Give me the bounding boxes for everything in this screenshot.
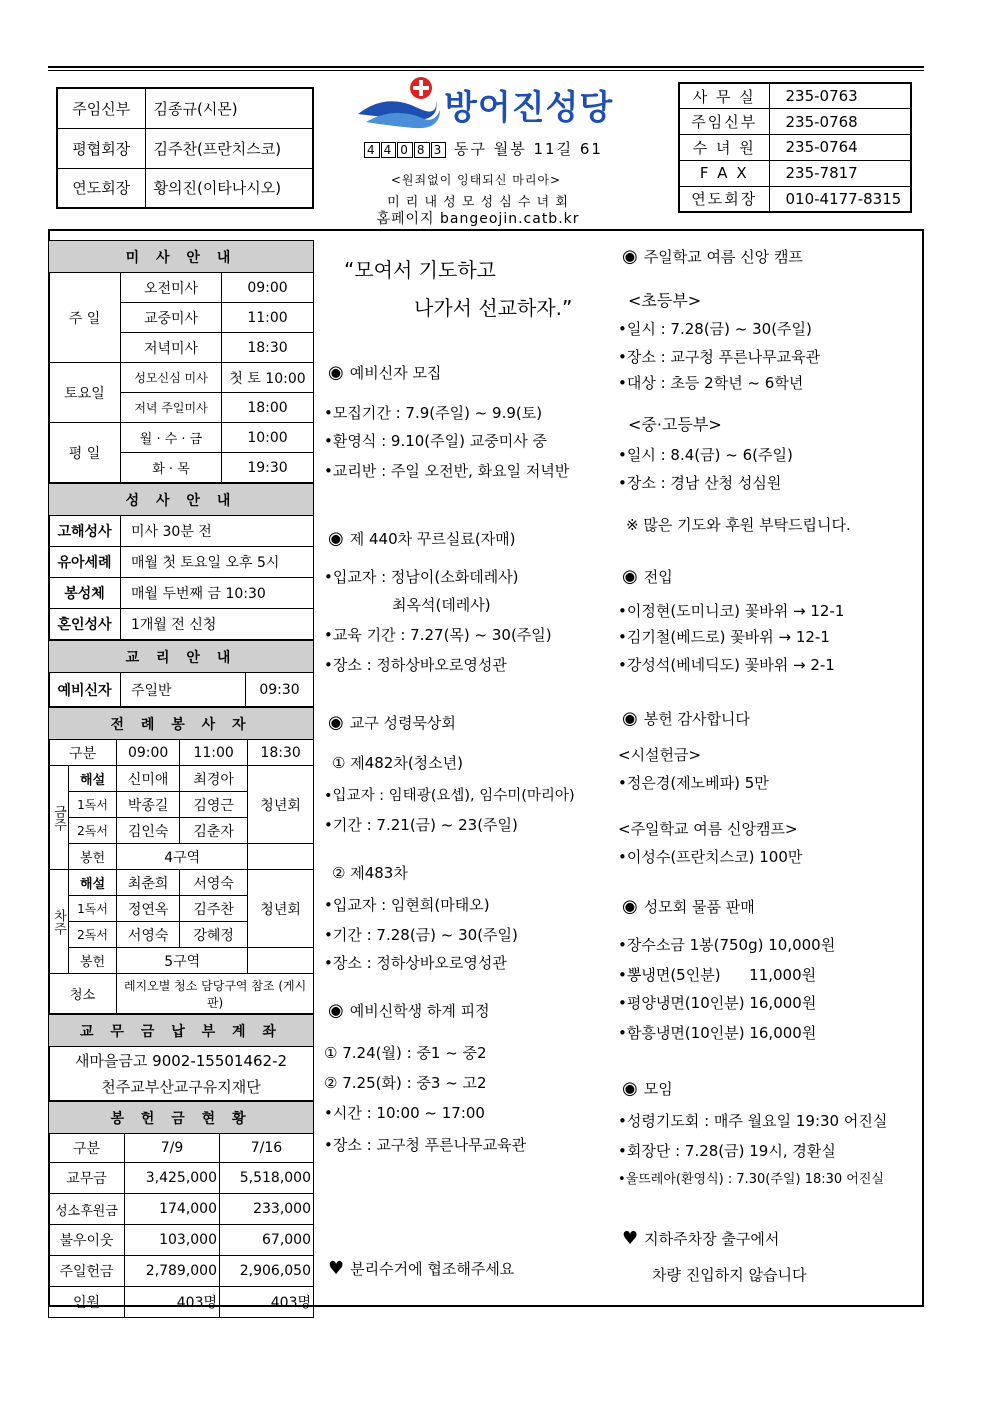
- offering-value: 5,518,000: [220, 1163, 314, 1194]
- info-line: <시설헌금>: [618, 746, 702, 764]
- server: 김영근: [180, 792, 248, 818]
- info-line: 최옥석(데레사): [392, 596, 491, 614]
- zip-digit: 0: [397, 142, 413, 158]
- quote-line: 나가서 선교하자.”: [414, 296, 573, 320]
- offering-value: 67,000: [220, 1225, 314, 1256]
- mass-time: 09:00: [222, 273, 314, 303]
- info-line: ② 제483차: [332, 864, 408, 882]
- offering-value: 3,425,000: [125, 1163, 220, 1194]
- account-number: 새마을금고 9002-15501462-2: [74, 1051, 288, 1070]
- sacrament-name: 혼인성사: [49, 609, 121, 640]
- phone-number: 235-0768: [769, 109, 911, 135]
- phone-label: 사 무 실: [679, 83, 769, 109]
- account-holder: 천주교부산교구유지재단: [101, 1077, 261, 1096]
- transfer-heading: [622, 566, 673, 587]
- leader-name: 김종규(시몬): [145, 88, 313, 128]
- liturgy-head: 구분: [49, 740, 117, 766]
- right-column: [616, 240, 920, 1300]
- leader-role: 연도회장: [57, 168, 145, 208]
- sacrament-name: 고해성사: [49, 516, 121, 547]
- mass-time: 18:00: [222, 393, 314, 423]
- bullet-circle-icon: ◉: [328, 712, 344, 733]
- phone-number: 235-7817: [769, 160, 911, 186]
- offering-group: 4구역: [117, 844, 248, 870]
- role: 2독서: [69, 818, 117, 844]
- role: 2독서: [69, 922, 117, 948]
- sacrament-table: [48, 483, 314, 640]
- camp-heading: [622, 246, 803, 267]
- info-line: •교육 기간 : 7.27(목) ~ 30(주일): [324, 626, 552, 644]
- phone-number: 235-0764: [769, 135, 911, 161]
- server: 서영숙: [180, 870, 248, 896]
- quote-line: “모여서 기도하고: [344, 258, 496, 282]
- sale-heading: [622, 896, 755, 917]
- phone-number: 235-0763: [769, 83, 911, 109]
- heart-icon: ♥: [622, 1228, 639, 1249]
- heading-text: 봉헌 감사합니다: [643, 710, 750, 728]
- evening-group: 청년회: [248, 870, 314, 948]
- info-line: •울뜨레아(환영식) : 7.30(주일) 18:30 어진실: [618, 1172, 884, 1187]
- server: 최경아: [180, 766, 248, 792]
- bullet-circle-icon: ◉: [622, 566, 638, 587]
- info-line: •기간 : 7.21(금) ~ 23(주일): [324, 816, 518, 834]
- heading-text: 예비신학생 하계 피정: [349, 1002, 490, 1020]
- liturgy-title: 전 례 봉 사 자: [49, 708, 314, 740]
- sacrament-title: 성 사 안 내: [49, 484, 314, 516]
- info-line: •장소 : 정하상바오로영성관: [324, 656, 507, 674]
- heading-text: 교구 성령묵상회: [349, 714, 456, 732]
- info-line: •장소 : 교구청 푸른나무교육관: [324, 1136, 527, 1154]
- sacrament-info: 1개월 전 신청: [121, 609, 314, 640]
- recycle-notice: [328, 1258, 514, 1279]
- leader-role: 주임신부: [57, 88, 145, 128]
- offering-value: 403명: [220, 1287, 314, 1318]
- role: 해설: [69, 870, 117, 896]
- info-line: <초등부>: [628, 291, 702, 310]
- offering-head: 7/16: [220, 1134, 314, 1163]
- sunday-label: 주 일: [49, 273, 121, 363]
- doctrine-label: 예비신자: [49, 673, 121, 707]
- liturgy-head: 11:00: [180, 740, 248, 766]
- info-line: •입교자 : 정남이(소화데레사): [324, 568, 519, 586]
- sacrament-info: 매월 첫 토요일 오후 5시: [121, 547, 314, 578]
- offering-head: 7/9: [125, 1134, 220, 1163]
- mass-time: 10:00: [222, 423, 314, 453]
- bullet-circle-icon: ◉: [622, 1078, 638, 1099]
- motto: <원죄없이 잉태되신 마리아>: [390, 173, 562, 187]
- heading-text: 성모회 물품 판매: [643, 898, 755, 916]
- offering-value: 174,000: [125, 1194, 220, 1225]
- info-line: •입교자 : 임태광(요셉), 임수미(마리아): [324, 788, 575, 804]
- heading-text: 지하주차장 출구에서: [644, 1230, 780, 1248]
- offering-table: [48, 1101, 314, 1318]
- offering-group: 5구역: [117, 948, 248, 974]
- role: 1독서: [69, 792, 117, 818]
- info-line: •입교자 : 임현희(마태오): [324, 896, 490, 914]
- doctrine-class: 주일반: [121, 673, 246, 707]
- zip-digit: 3: [431, 142, 447, 158]
- info-line: <주일학교 여름 신앙캠프>: [618, 820, 798, 838]
- mass-name: 교중미사: [121, 303, 222, 333]
- church-name: 방어진성당: [444, 88, 614, 128]
- offering-label: 인원: [49, 1287, 125, 1318]
- info-line: •장소 : 정하상바오로영성관: [324, 954, 507, 972]
- bullet-circle-icon: ◉: [622, 708, 638, 729]
- info-line: •강성석(베네딕도) 꽃바위 → 2-1: [618, 656, 835, 674]
- zip-digit: 4: [381, 142, 397, 158]
- account-title: 교 무 금 납 부 계 좌: [49, 1015, 314, 1047]
- top-rule: [48, 66, 924, 68]
- offering-title: 봉 헌 금 현 황: [49, 1102, 314, 1134]
- heading-text: 전입: [643, 568, 673, 586]
- sacrament-info: 미사 30분 전: [121, 516, 314, 547]
- catechumen-heading: [328, 362, 441, 383]
- thanks-heading: [622, 708, 750, 729]
- mass-time: 11:00: [222, 303, 314, 333]
- bullet-circle-icon: ◉: [622, 246, 638, 267]
- mass-name: 저녁미사: [121, 333, 222, 363]
- offering-value: 103,000: [125, 1225, 220, 1256]
- retreat-heading: [328, 712, 456, 733]
- mass-name: 오전미사: [121, 273, 222, 303]
- phone-label: F A X: [679, 160, 769, 186]
- middle-column: [318, 240, 614, 1300]
- bullet-circle-icon: ◉: [328, 362, 344, 383]
- phone-label: 수 녀 원: [679, 135, 769, 161]
- info-line: •일시 : 8.4(금) ~ 6(주일): [618, 446, 793, 464]
- info-line: •대상 : 초등 2학년 ~ 6학년: [618, 374, 804, 392]
- server: 강혜정: [180, 922, 248, 948]
- heading-text: 주일학교 여름 신앙 캠프: [643, 248, 803, 266]
- liturgy-table: [48, 707, 314, 1014]
- info-line: <중·고등부>: [628, 415, 722, 434]
- server: 박종길: [117, 792, 180, 818]
- info-line: •성령기도회 : 매주 월요일 19:30 어진실: [618, 1112, 888, 1130]
- mass-title: 미 사 안 내: [49, 241, 314, 273]
- sacrament-name: 봉성체: [49, 578, 121, 609]
- top-rule-thin: [48, 70, 924, 71]
- role: 봉헌: [69, 948, 117, 974]
- server: 서영숙: [117, 922, 180, 948]
- mass-name: 월 · 수 · 금: [121, 423, 222, 453]
- sacrament-name: 유아세례: [49, 547, 121, 578]
- sacrament-info: 매월 두번째 금 10:30: [121, 578, 314, 609]
- meeting-heading: [622, 1078, 673, 1099]
- offering-head: 구분: [49, 1134, 125, 1163]
- info-line: •회장단 : 7.28(금) 19시, 경환실: [618, 1142, 836, 1160]
- info-line: •정은경(제노베파) 5만: [618, 774, 769, 792]
- phone-label: 주임신부: [679, 109, 769, 135]
- server: 김춘자: [180, 818, 248, 844]
- info-line: ※ 많은 기도와 후원 부탁드립니다.: [626, 516, 851, 534]
- parking-notice: [622, 1228, 779, 1249]
- info-line: •시간 : 10:00 ~ 17:00: [324, 1104, 485, 1122]
- next-week-label: 차주: [49, 870, 69, 974]
- offering-label: 성소후원금: [49, 1194, 125, 1225]
- heading-text: 분리수거에 협조해주세요: [350, 1260, 515, 1278]
- doctrine-table: [48, 640, 314, 707]
- bullet-circle-icon: ◉: [328, 528, 344, 549]
- address: [364, 138, 603, 159]
- server: 정연옥: [117, 896, 180, 922]
- server: 신미애: [117, 766, 180, 792]
- info-line: •모집기간 : 7.9(주일) ~ 9.9(토): [324, 404, 543, 422]
- heading-text: 예비신자 모집: [349, 364, 442, 382]
- info-line: •평양냉면(10인분) 16,000원: [618, 994, 817, 1012]
- offering-value: 2,789,000: [125, 1256, 220, 1287]
- mass-time: 18:30: [222, 333, 314, 363]
- seminary-heading: [328, 1000, 490, 1021]
- info-line: •일시 : 7.28(금) ~ 30(주일): [618, 320, 812, 338]
- this-week-label: 금주: [49, 766, 69, 870]
- info-line: •장소 : 교구청 푸른나무교육관: [618, 348, 821, 366]
- offering-label: 불우이웃: [49, 1225, 125, 1256]
- bullet-circle-icon: ◉: [622, 896, 638, 917]
- offering-label: 교무금: [49, 1163, 125, 1194]
- role: 해설: [69, 766, 117, 792]
- left-column: [48, 240, 314, 1318]
- info-line: •장수소금 1봉(750g) 10,000원: [618, 936, 836, 954]
- phone-label: 연도회장: [679, 186, 769, 212]
- mass-name: 화 · 목: [121, 453, 222, 483]
- heart-icon: ♥: [328, 1258, 345, 1279]
- info-line: ② 7.25(화) : 중3 ~ 고2: [324, 1074, 487, 1092]
- doctrine-time: 09:30: [246, 673, 314, 707]
- info-line: •함흥냉면(10인분) 16,000원: [618, 1024, 817, 1042]
- info-line: •김기철(베드로) 꽃바위 → 12-1: [618, 628, 830, 646]
- server: 최춘희: [117, 870, 180, 896]
- zip-digit: 8: [414, 142, 430, 158]
- leader-name: 황의진(이타나시오): [145, 168, 313, 208]
- cursillo-heading: [328, 528, 516, 549]
- info-line: •장소 : 경남 산청 성심원: [618, 474, 782, 492]
- homepage: 홈페이지 bangeojin.catb.kr: [376, 211, 580, 227]
- heading-text: 모임: [643, 1080, 673, 1098]
- info-line: •환영식 : 9.10(주일) 교중미사 중: [324, 432, 547, 450]
- info-line: •뽕냉면(5인분) 11,000원: [618, 966, 817, 984]
- offering-value: 2,906,050: [220, 1256, 314, 1287]
- heading-text: 제 440차 꾸르실료(자매): [349, 530, 516, 548]
- server: 김인숙: [117, 818, 180, 844]
- info-line: ① 7.24(월) : 중1 ~ 중2: [324, 1044, 487, 1062]
- address-text: 동구 월봉 11길 61: [453, 140, 603, 158]
- leader-role: 평협회장: [57, 128, 145, 168]
- convent: 미 리 내 성 모 성 심 수 녀 회: [387, 195, 569, 210]
- evening-group: 청년회: [248, 766, 314, 844]
- leader-name: 김주찬(프란치스코): [145, 128, 313, 168]
- info-line: •기간 : 7.28(금) ~ 30(주일): [324, 926, 518, 944]
- zip-digit: 4: [364, 142, 380, 158]
- cleaning-label: 청소: [49, 974, 117, 1014]
- role: 1독서: [69, 896, 117, 922]
- phone-number: 010-4177-8315: [769, 186, 911, 212]
- account-table: [48, 1014, 314, 1101]
- mass-name: 저녁 주일미사: [121, 393, 222, 423]
- info-line: ① 제482차(청소년): [332, 754, 464, 772]
- role: 봉헌: [69, 844, 117, 870]
- doctrine-title: 교 리 안 내: [49, 641, 314, 673]
- info-line: •이정현(도미니코) 꽃바위 → 12-1: [618, 602, 845, 620]
- mass-name: 성모신심 미사: [121, 363, 222, 393]
- saturday-label: 토요일: [49, 363, 121, 423]
- phones-table: [678, 82, 912, 213]
- weekday-label: 평 일: [49, 423, 121, 483]
- cleaning-info: 레지오별 청소 담당구역 참조 (게시판): [117, 974, 314, 1014]
- offering-value: 233,000: [220, 1194, 314, 1225]
- liturgy-head: 18:30: [248, 740, 314, 766]
- info-line: •교리반 : 주일 오전반, 화요일 저녁반: [324, 462, 570, 480]
- liturgy-head: 09:00: [117, 740, 180, 766]
- info-line: •이성수(프란치스코) 100만: [618, 848, 803, 866]
- offering-label: 주일헌금: [49, 1256, 125, 1287]
- bullet-circle-icon: ◉: [328, 1000, 344, 1021]
- server: 김주찬: [180, 896, 248, 922]
- mass-table: [48, 240, 314, 483]
- mass-time: 19:30: [222, 453, 314, 483]
- offering-value: 403명: [125, 1287, 220, 1318]
- mass-time: 첫 토 10:00: [222, 363, 314, 393]
- parking-notice-line2: 차량 진입하지 않습니다: [652, 1266, 807, 1284]
